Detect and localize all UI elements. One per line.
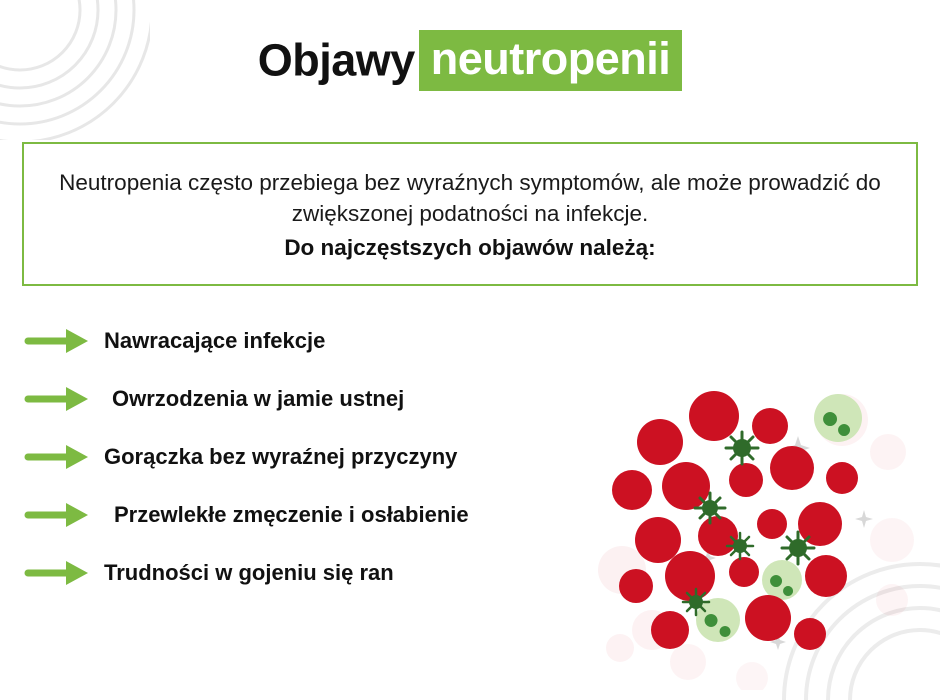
symptom-label: Gorączka bez wyraźnej przyczyny	[104, 444, 458, 469]
blood-cells-illustration	[592, 390, 922, 690]
list-item	[22, 486, 662, 544]
list-item	[22, 370, 662, 428]
page-title	[0, 30, 940, 91]
intro-box	[22, 142, 918, 286]
intro-paragraph: Neutropenia często przebiega bez wyraźnych symptomów, ale może prowadzić do zwiększonej podatności na infekcje.	[59, 169, 881, 226]
page-title-plain: Objawy	[257, 34, 415, 86]
arrow-right-icon	[22, 556, 96, 590]
arrow-right-icon	[22, 440, 96, 474]
arrow-right-icon	[22, 382, 96, 416]
arrow-right-icon	[22, 324, 96, 358]
symptom-label: Przewlekłe zmęczenie i osłabienie	[114, 502, 469, 527]
page-title-highlight: neutropenii	[419, 30, 683, 91]
symptom-label: Owrzodzenia w jamie ustnej	[112, 386, 405, 411]
arrow-right-icon	[22, 498, 96, 532]
list-item	[22, 312, 662, 370]
intro-emphasis: Do najczęstszych objawów należą:	[284, 235, 656, 261]
symptom-label: Nawracające infekcje	[104, 328, 326, 353]
symptom-label: Trudności w gojeniu się ran	[104, 560, 394, 585]
list-item	[22, 428, 662, 486]
list-item	[22, 544, 662, 602]
symptom-list	[22, 312, 662, 602]
